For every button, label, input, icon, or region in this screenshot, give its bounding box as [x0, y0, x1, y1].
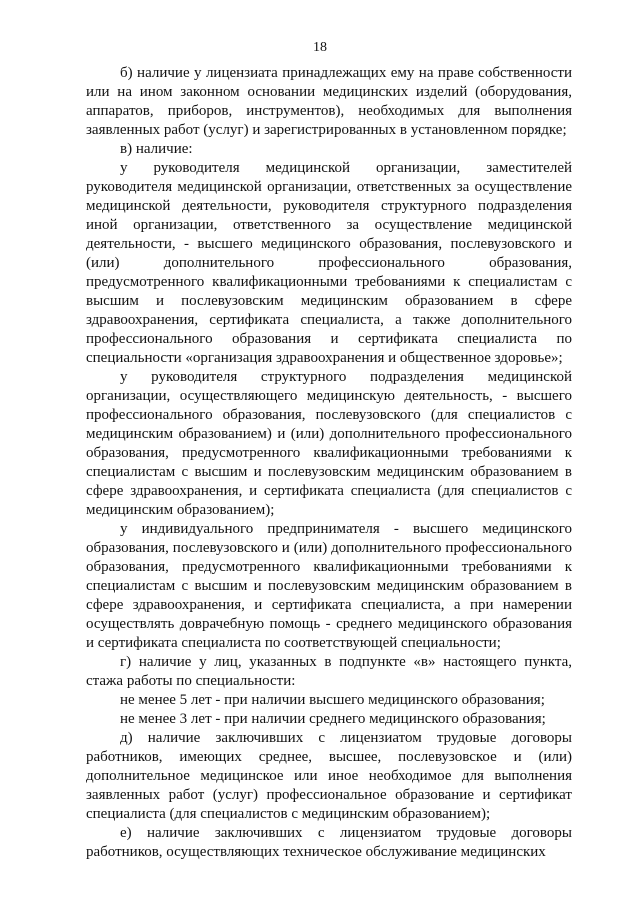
page-number: 18	[313, 40, 327, 55]
document-body	[86, 64, 572, 862]
paragraph-v-head-of-organization: у руководителя медицинской организации, заместителей руководителя медицинской организации, ответственных за осуществление медицинской деятельности, руководителя структурного подразделения иной организации, ответственного за осуществление медицинской деятельности, - высшего медицинского образования, послевузовского и (или) дополнительного профессионального образования, предусмотренного квалификационными требованиями к специалистам с высшим и послевузовским медицинским образованием в сфере здравоохранения, сертификата специалиста, а также дополнительного профессионального образования и сертификата специалиста по специальности «организация здравоохранения и общественное здоровье»;	[86, 160, 572, 366]
paragraph-g-five-years: не менее 5 лет - при наличии высшего медицинского образования;	[120, 692, 545, 708]
paragraph-b: б) наличие у лицензиата принадлежащих ему на праве собственности или на ином законном основании медицинских изделий (оборудования, аппаратов, приборов, инструментов), необходимых для выполнения заявленных работ (услуг) и зарегистрированных в установленном порядке;	[86, 65, 572, 138]
paragraph-g: г) наличие у лиц, указанных в подпункте «в» настоящего пункта, стажа работы по специальности:	[86, 654, 572, 689]
paragraph-v-heading: в) наличие:	[120, 141, 193, 157]
paragraph-g-three-years: не менее 3 лет - при наличии среднего медицинского образования;	[120, 711, 546, 727]
paragraph-v-head-of-division: у руководителя структурного подразделения медицинской организации, осуществляющего медицинскую деятельность, - высшего профессионального образования, послевузовского (для специалистов с медицинским образованием) и (или) дополнительного профессионального образования, предусмотренного квалификационными требованиями к специалистам с высшим и послевузовским медицинским образованием в сфере здравоохранения, и сертификата специалиста (для специалистов с медицинским образованием);	[86, 369, 572, 518]
paragraph-v-individual-entrepreneur: у индивидуального предпринимателя - высшего медицинского образования, послевузовского и (или) дополнительного профессионального образования, предусмотренного квалификационными требованиями к специалистам с высшим и послевузовским медицинским образованием в сфере здравоохранения, и сертификата специалиста, а при намерении осуществлять доврачебную помощь - среднего медицинского образования и сертификата специалиста по соответствующей специальности;	[86, 521, 572, 651]
paragraph-e: е) наличие заключивших с лицензиатом трудовые договоры работников, осуществляющих техническое обслуживание медицинских	[86, 825, 572, 860]
paragraph-d: д) наличие заключивших с лицензиатом трудовые договоры работников, имеющих среднее, высшее, послевузовское и (или) дополнительное медицинское или иное необходимое для выполнения заявленных работ (услуг) профессиональное образование и сертификат специалиста (для специалистов с медицинским образованием);	[86, 730, 572, 822]
